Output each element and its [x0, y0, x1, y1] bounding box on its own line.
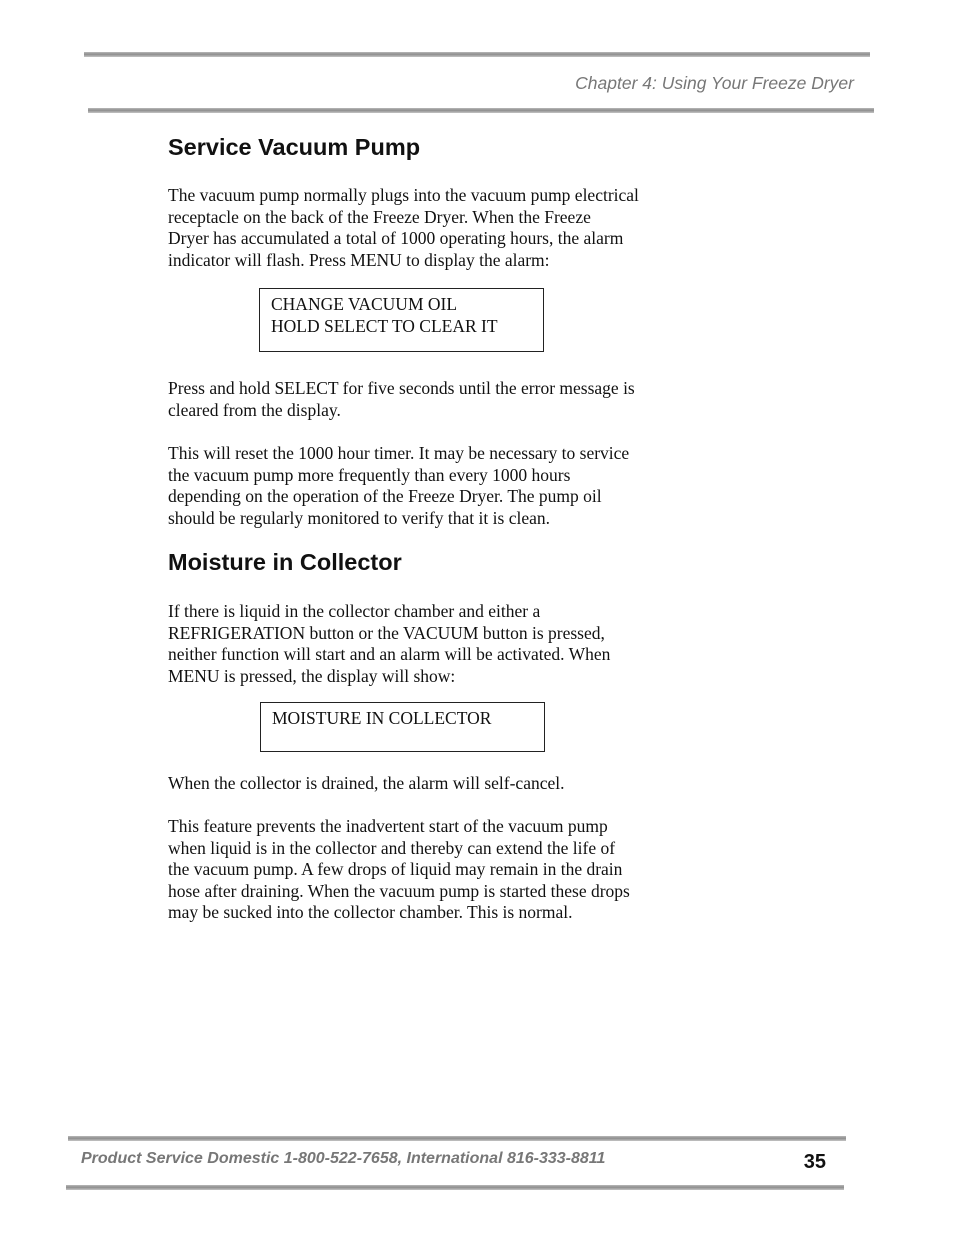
paragraph-self-cancel: When the collector is drained, the alarm will self-cancel.	[168, 773, 565, 793]
display-message-change-vacuum-oil: CHANGE VACUUM OIL HOLD SELECT TO CLEAR IT	[259, 288, 544, 352]
footer-rule-bottom	[66, 1185, 844, 1190]
section-heading-service-vacuum-pump: Service Vacuum Pump	[168, 134, 421, 160]
footer-rule-top	[68, 1136, 846, 1141]
section-heading-moisture-in-collector: Moisture in Collector	[168, 549, 402, 575]
page-number: 35	[803, 1151, 826, 1173]
header-rule-bottom	[88, 108, 874, 113]
paragraph-feature-explanation: This feature prevents the inadvertent start of the vacuum pump when liquid is in the collector and thereby can extend the life of the vacuum pump. A few drops of liquid may remain in the drain hose after draining. When the vacuum pump is started these drops may be sucked into the collector chamber. This is normal.	[168, 816, 630, 922]
paragraph-vacuum-pump-intro: The vacuum pump normally plugs into the vacuum pump electrical receptacle on the back of the Freeze Dryer. When the Freeze Dryer has accumulated a total of 1000 operating hours, the alarm indicator will flash. Press MENU to display the alarm:	[168, 185, 639, 270]
chapter-title: Chapter 4: Using Your Freeze Dryer	[575, 73, 854, 93]
header-rule-top	[84, 52, 870, 57]
display-message-moisture-in-collector: MOISTURE IN COLLECTOR	[260, 702, 545, 752]
footer-contact: Product Service Domestic 1-800-522-7658, International 816-333-8811	[81, 1150, 606, 1167]
paragraph-moisture-intro: If there is liquid in the collector chamber and either a REFRIGERATION button or the VACUUM button is pressed, neither function will start and an alarm will be activated. When MENU is pressed, the display will show:	[168, 601, 611, 686]
paragraph-reset-timer: This will reset the 1000 hour timer. It may be necessary to service the vacuum pump more frequently than every 1000 hours depending on the operation of the Freeze Dryer. The pump oil should be regularly monitored to verify that it is clean.	[168, 443, 630, 528]
paragraph-hold-select: Press and hold SELECT for five seconds until the error message is cleared from the display.	[168, 378, 635, 420]
